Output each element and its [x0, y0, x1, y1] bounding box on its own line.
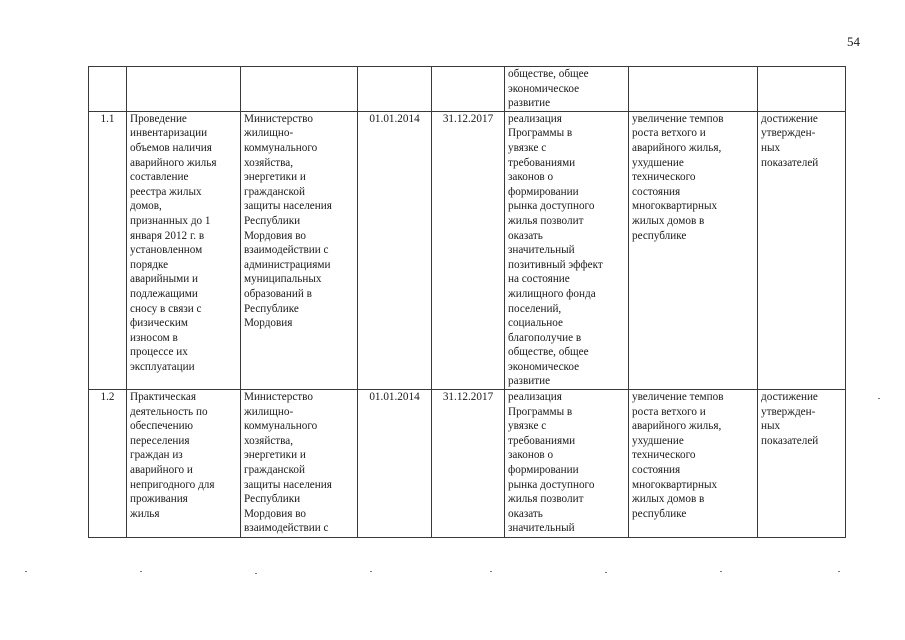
cell-text-line: обеспечению: [130, 420, 193, 433]
cell-text-line: рынка доступного: [508, 200, 595, 213]
cell-text-line: Министерство: [244, 112, 313, 125]
cell-text-line: хозяйства,: [244, 156, 294, 169]
table-row: [89, 390, 846, 538]
cell-text-line: Проведение: [130, 112, 187, 125]
cell-text-line: ных: [761, 141, 781, 154]
cell-text-line: жилья: [130, 507, 160, 520]
cell-text-line: сносу в связи с: [130, 302, 202, 315]
cell-text-line: образований в: [244, 287, 312, 300]
cell-text-line: установленном: [130, 244, 203, 257]
cell-text-line: коммунального: [244, 141, 318, 154]
cell-text-line: достижение: [761, 391, 818, 404]
cell-text-line: увеличение темпов: [632, 391, 724, 404]
cell-title: [127, 390, 241, 538]
cell-text-line: обществе, общее: [508, 68, 589, 80]
cell-text-line: социальное: [508, 317, 563, 330]
cell-text-line: технического: [632, 171, 696, 184]
cell-text-line: Республики: [244, 493, 301, 506]
cell-text-line: аварийного и: [130, 464, 193, 477]
cell-text-line: требованиями: [508, 156, 576, 169]
cell-text-line: жилищного фонда: [508, 287, 596, 300]
cell-text-line: реестра жилых: [130, 185, 202, 198]
cell-end-date: 31.12.2017: [432, 111, 505, 389]
cell-text-line: оказать: [508, 507, 543, 520]
cell-text-line: энергетики и: [244, 171, 306, 184]
cell-text-line: хозяйства,: [244, 434, 294, 447]
cell-text-line: достижение: [761, 112, 818, 125]
cell-text-line: реализация: [508, 391, 562, 404]
cell-text-line: инвентаризации: [130, 127, 208, 140]
cell-text-line: оказать: [508, 229, 543, 242]
cell-text-line: домов,: [130, 200, 162, 213]
cell-text-line: утвержден-: [761, 405, 816, 418]
cell-text-line: жилищно-: [244, 405, 294, 418]
cell-text-line: многоквартирных: [632, 200, 718, 213]
cell-text-line: объемов наличия: [130, 141, 212, 154]
cell-text-line: признанных до 1: [130, 214, 211, 227]
cell-text-line: рынка доступного: [508, 478, 595, 491]
cell-text-line: Республики: [244, 214, 301, 227]
cell-num: 1.2: [89, 390, 127, 538]
cell-text-line: поселений,: [508, 302, 562, 315]
cell-text-line: января 2012 г. в: [130, 229, 205, 242]
cell-text-line: экономическое: [508, 360, 580, 373]
cell-start-date: 01.01.2014: [358, 111, 432, 389]
cell-text-line: взаимодействии с: [244, 244, 329, 257]
table-row: [89, 111, 846, 389]
cell-text-line: ных: [761, 420, 781, 433]
cell-text-line: порядке: [130, 258, 169, 271]
cell-text-line: Министерство: [244, 391, 313, 404]
cell-text-line: развитие: [508, 375, 551, 388]
cell-text-line: переселения: [130, 434, 190, 447]
cell-text-line: граждан из: [130, 449, 183, 462]
cell-num: [89, 67, 127, 112]
cell-text-line: коммунального: [244, 420, 318, 433]
cell-consequence: [629, 390, 758, 538]
cell-text-line: взаимодействии с: [244, 522, 329, 535]
cell-text-line: процессе их: [130, 346, 188, 359]
cell-text-line: формировании: [508, 185, 579, 198]
cell-text-line: многоквартирных: [632, 478, 718, 491]
cell-end-date: [432, 67, 505, 112]
cell-text-line: аварийного жилья: [130, 156, 217, 169]
cell-text-line: энергетики и: [244, 449, 306, 462]
cell-text-line: аварийного жилья,: [632, 141, 722, 154]
cell-text-line: утвержден-: [761, 127, 816, 140]
cell-text-line: показателей: [761, 156, 819, 169]
table-row-continued: [89, 67, 846, 112]
cell-text-line: гражданской: [244, 464, 305, 477]
cell-description: [505, 390, 629, 538]
cell-text-line: эксплуатации: [130, 360, 195, 373]
cell-text-line: Мордовия во: [244, 507, 307, 520]
measures-table: [88, 66, 846, 538]
cell-text-line: экономическое: [508, 82, 580, 95]
cell-text-line: состояния: [632, 464, 681, 477]
cell-indicator: [758, 111, 846, 389]
cell-text-line: развитие: [508, 97, 551, 110]
page-number: 54: [847, 34, 860, 49]
cell-text-line: износом в: [130, 331, 178, 344]
cell-description: [505, 67, 629, 112]
cell-text-line: жилья позволит: [508, 493, 584, 506]
cell-text-line: подлежащими: [130, 287, 198, 300]
cell-text-line: жилищно-: [244, 127, 294, 140]
cell-text-line: на состояние: [508, 273, 570, 286]
cell-text-line: защиты населения: [244, 200, 332, 213]
cell-text-line: увязке с: [508, 141, 547, 154]
cell-text-line: благополучие в: [508, 331, 582, 344]
cell-title: [127, 67, 241, 112]
cell-consequence: [629, 111, 758, 389]
cell-text-line: проживания: [130, 493, 188, 506]
cell-text-line: реализация: [508, 112, 562, 125]
cell-text-line: ухудшение: [632, 434, 684, 447]
cell-text-line: технического: [632, 449, 696, 462]
cell-executor: [241, 390, 358, 538]
cell-text-line: роста ветхого и: [632, 405, 706, 418]
cell-text-line: жилья позволит: [508, 214, 584, 227]
cell-text-line: роста ветхого и: [632, 127, 706, 140]
cell-executor: [241, 67, 358, 112]
cell-end-date: 31.12.2017: [432, 390, 505, 538]
cell-consequence: [629, 67, 758, 112]
cell-text-line: гражданской: [244, 185, 305, 198]
cell-start-date: 01.01.2014: [358, 390, 432, 538]
cell-executor: [241, 111, 358, 389]
cell-text-line: позитивный эффект: [508, 258, 603, 271]
cell-indicator: [758, 67, 846, 112]
cell-text-line: Программы в: [508, 127, 573, 140]
cell-text-line: состояния: [632, 185, 681, 198]
cell-text-line: Программы в: [508, 405, 573, 418]
cell-text-line: значительный: [508, 244, 575, 257]
cell-text-line: республике: [632, 507, 687, 520]
cell-text-line: значительный: [508, 522, 575, 535]
cell-text-line: законов о: [508, 171, 554, 184]
cell-text-line: непригодного для: [130, 478, 215, 491]
cell-text-line: Мордовия во: [244, 229, 307, 242]
cell-text-line: ухудшение: [632, 156, 684, 169]
cell-text-line: муниципальных: [244, 273, 322, 286]
cell-indicator: [758, 390, 846, 538]
cell-text-line: составление: [130, 171, 189, 184]
cell-description: [505, 111, 629, 389]
cell-text-line: жилых домов в: [632, 214, 705, 227]
cell-title: [127, 111, 241, 389]
cell-text-line: законов о: [508, 449, 554, 462]
cell-text-line: администрациями: [244, 258, 331, 271]
cell-text-line: увязке с: [508, 420, 547, 433]
cell-text-line: увеличение темпов: [632, 112, 724, 125]
cell-text-line: аварийного жилья,: [632, 420, 722, 433]
cell-text-line: физическим: [130, 317, 188, 330]
cell-num: 1.1: [89, 111, 127, 389]
cell-text-line: аварийными и: [130, 273, 198, 286]
cell-text-line: деятельность по: [130, 405, 208, 418]
cell-text-line: показателей: [761, 434, 819, 447]
cell-text-line: обществе, общее: [508, 346, 589, 359]
cell-text-line: защиты населения: [244, 478, 332, 491]
cell-start-date: [358, 67, 432, 112]
cell-text-line: жилых домов в: [632, 493, 705, 506]
cell-text-line: формировании: [508, 464, 579, 477]
cell-text-line: Практическая: [130, 391, 197, 404]
cell-text-line: Республике: [244, 302, 299, 315]
cell-text-line: республике: [632, 229, 687, 242]
cell-text-line: Мордовия: [244, 317, 293, 330]
cell-text-line: требованиями: [508, 434, 576, 447]
